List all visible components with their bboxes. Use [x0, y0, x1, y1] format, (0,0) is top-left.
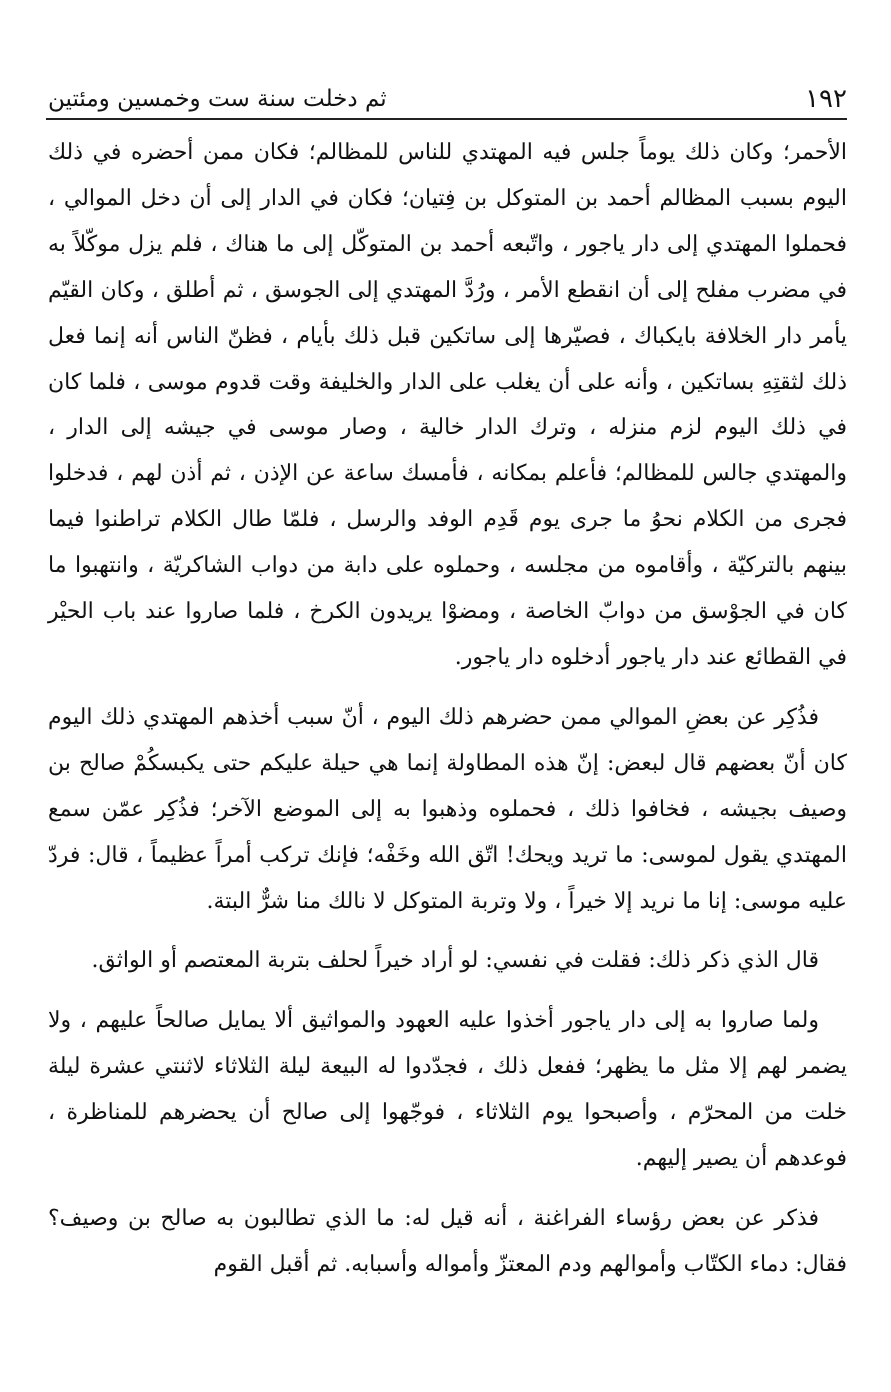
paragraph-5: فذكر عن بعض رؤساء الفراغنة ، أنه قيل له: ما الذي تطالبون به صالح بن وصيف؟ فقال: دماء الكتّاب وأموالهم ودم المعتزّ وأمواله وأسبابه. ثم أقبل القوم: [48, 1205, 847, 1277]
paragraph-2: فذُكِر عن بعضِ الموالي ممن حضرهم ذلك اليوم ، أنّ سبب أخذهم المهتدي ذلك اليوم كان أنّ بعضهم قال لبعض: إنّ هذه المطاولة إنما هي حيلة عليكم حتى يكبسكُمْ صالح بن وصيف بجيشه ، فخافوا ذلك ، فحملوه وذهبوا به إلى الموضع الآخر؛ فذُكِر عمّن سمع المهتدي يقول لموسى: ما تريد ويحك! اتّق الله وخَفْه؛ فإنك تركب أمراً عظيماً ، قال: فردّ عليه موسى: إنا ما نريد إلا خيراً ، ولا وتربة المتوكل لا نالك منا شرٌّ البتة.: [48, 704, 847, 914]
paragraph-1: الأحمر؛ وكان ذلك يوماً جلس فيه المهتدي للناس للمظالم؛ فكان ممن أحضره في ذلك اليوم بسبب المظالم أحمد بن المتوكل بن فِتيان؛ فكان في الدار إلى أن دخل الموالي ، فحملوا المهتدي إلى دار ياجور ، واتّبعه أحمد بن المتوكّل إلى ما هناك ، فلم يزل موكّلاً به في مضرب مفلح إلى أن انقطع الأمر ، ورُدَّ المهتدي إلى الجوسق ، ثم أطلق ، وكان القيّم يأمر دار الخلافة بايكباك ، فصيّرها إلى ساتكين قبل ذلك بأيام ، فظنّ الناس أنه إنما فعل ذلك لثقتِهِ بساتكين ، وأنه على أن يغلب على الدار والخليفة وقت قدوم موسى ، فلما كان في ذلك اليوم لزم منزله ، وترك الدار خالية ، وصار موسى في جيشه إلى الدار ، والمهتدي جالس للمظالم؛ فأعلم بمكانه ، فأمسك ساعة عن الإذن ، ثم أذن لهم ، فدخلوا فجرى من الكلام نحوُ ما جرى يوم قَدِم الوفد والرسل ، فلمّا طال الكلام تراطنوا فيما بينهم بالتركيّة ، وأقاموه من مجلسه ، وحملوه على دابة من دواب الشاكريّة ، وانتهبوا ما كان في الجوْسق من دوابّ الخاصة ، ومضوْا يريدون الكرخ ، فلما صاروا عند باب الحيْر في القطائع عند دار ياجور أدخلوه دار ياجور.: [48, 140, 847, 670]
paragraph-3: قال الذي ذكر ذلك: فقلت في نفسي: لو أراد خيراً لحلف بتربة المعتصم أو الواثق.: [91, 948, 819, 974]
paragraph-4: ولما صاروا به إلى دار ياجور أخذوا عليه العهود والمواثيق ألا يمايل صالحاً عليهم ، ولا يضمر لهم إلا مثل ما يظهر؛ ففعل ذلك ، فجدّدوا له البيعة ليلة الثلاثاء لاثنتي عشرة ليلة خلت من المحرّم ، وأصبحوا يوم الثلاثاء ، فوجّهوا إلى صالح أن يحضرهم للمناظرة ، فوعدهم أن يصير إليهم.: [48, 1008, 847, 1172]
header-rule: [46, 118, 847, 120]
running-title: ثم دخلت سنة ست وخمسين ومئتين: [48, 86, 387, 112]
body-text: [48, 130, 847, 1302]
page-number: ١٩٢: [805, 84, 847, 114]
running-header: [48, 70, 847, 120]
